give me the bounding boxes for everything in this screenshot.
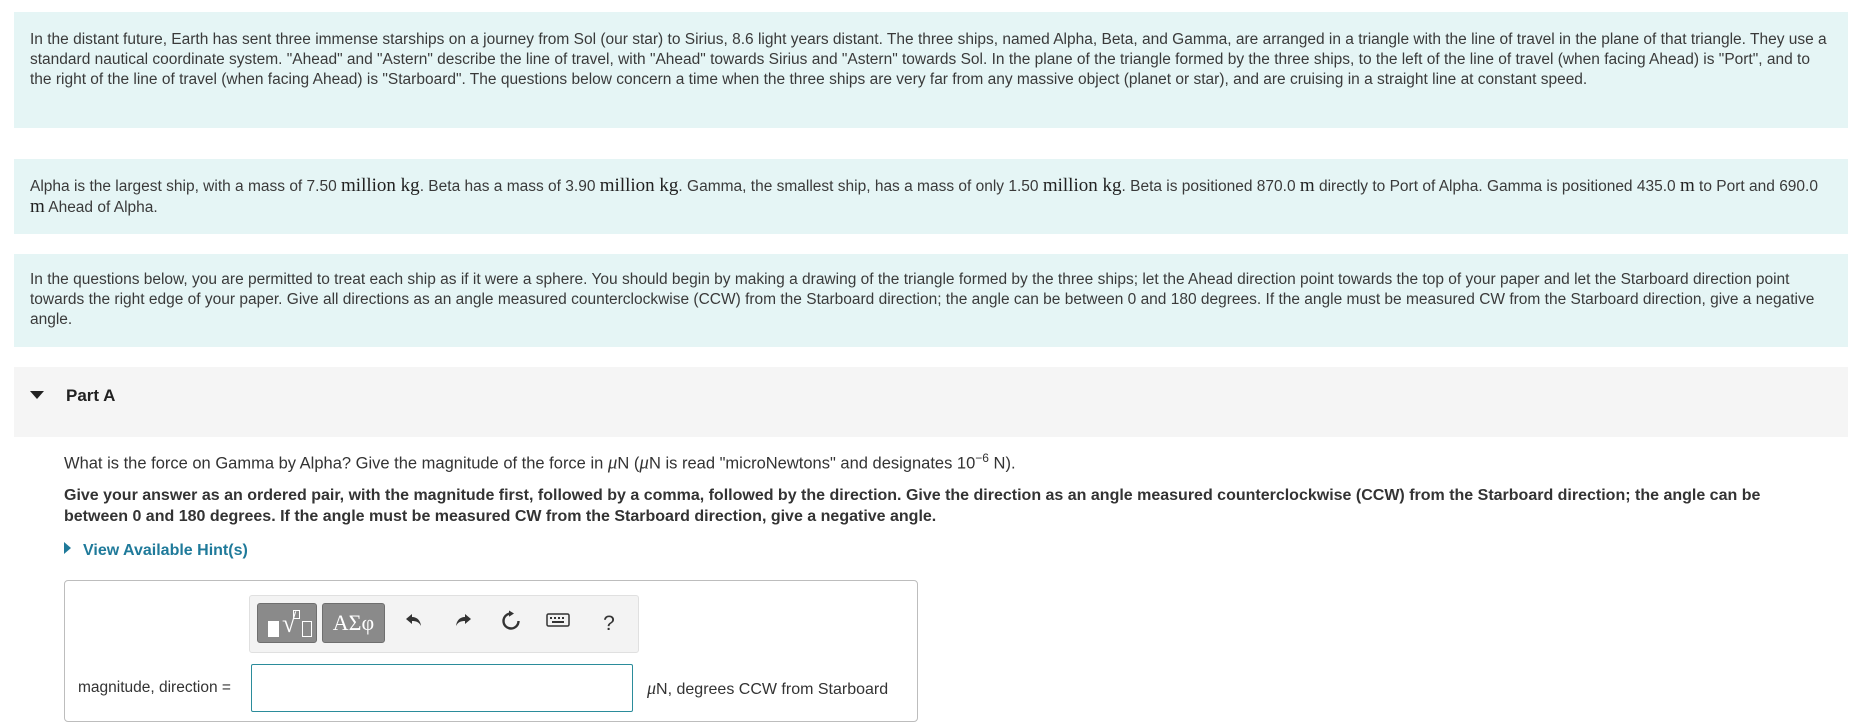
unit-m-gamma-ahead: m [30,196,45,217]
template-square-icon [268,621,279,637]
answer-input[interactable] [251,664,633,712]
ships-text-2: . Beta has a mass of 3.90 [419,178,600,195]
view-hints-link[interactable] [64,542,248,560]
template-box-icon [302,621,312,637]
redo-icon[interactable] [449,610,477,638]
ships-text-1: Alpha is the largest ship, with a mass of 7.50 [30,178,342,195]
answer-box [64,580,918,722]
instructions-panel [14,254,1848,347]
units-text: N, degrees CCW from Starboard [656,681,889,698]
greek-symbols-button[interactable]: ΑΣφ [322,603,385,643]
unit-m-gamma-port: m [1679,175,1695,196]
question-post: N). [988,454,1016,473]
question-text [64,451,1016,475]
reset-icon[interactable] [497,610,525,638]
answer-instructions: Give your answer as an ordered pair, with the magnitude first, followed by a comma, followed by the direction. Give the direction as an angle measured counterclockwise (CCW) from the Starboard direction; the angle can be between 0 and 180 degrees. If the angle must be measured CW from the Starboard direction, give a negative angle. [64,487,1761,525]
answer-units [647,678,888,699]
keyboard-icon[interactable] [544,610,572,638]
unit-mass-beta: million kg [599,175,679,196]
part-label: Part A [66,386,116,405]
ships-text-6: to Port and 690.0 [1694,178,1818,195]
ships-panel [14,159,1848,234]
question-mid2: N is read "microNewtons" and designates 10 [648,454,976,473]
mu-symbol: μ [607,452,618,474]
question-pre: What is the force on Gamma by Alpha? Give the magnitude of the force in [64,454,608,473]
ships-text [30,176,1832,218]
ships-text-4: . Beta is positioned 870.0 [1121,178,1300,195]
units-mu-symbol: μ [647,678,657,698]
expand-triangle-icon [64,542,71,554]
undo-icon[interactable] [400,610,428,638]
part-a-header[interactable] [14,367,1848,437]
intro-text: In the distant future, Earth has sent three immense starships on a journey from Sol (our star) to Sirius, 8.6 light years distant. The three ships, named Alpha, Beta, and Gamma, are arranged in a triangle with the line of travel in the plane of that triangle. They use a standard nautical coordinate system. "Ahead" and "Astern" describe the line of travel, with "Ahead" towards Sirius and "Astern" towards Sol. In the plane of the triangle formed by the three ships, to the left of the line of travel (when facing Ahead) is "Port", and to the right of the line of travel (when facing Ahead) is "Starboard". The questions below concern a time when the three ships are very far from any massive object (planet or star), and are cruising in a straight line at constant speed. [30,31,1827,88]
question-mid1: N ( [617,454,640,473]
answer-field-label: magnitude, direction = [78,679,231,696]
templates-button[interactable] [257,603,317,643]
ships-text-7: Ahead of Alpha. [44,199,158,216]
mu-symbol-2: μ [639,452,649,474]
collapse-triangle-icon[interactable] [30,391,44,399]
unit-mass-alpha: million kg [341,175,420,196]
radical-icon: √ [282,609,297,638]
intro-panel [14,12,1848,128]
ships-text-3: . Gamma, the smallest ship, has a mass of only 1.50 [678,178,1043,195]
help-button[interactable]: ? [603,612,615,635]
ships-text-5: directly to Port of Alpha. Gamma is positioned 435.0 [1314,178,1680,195]
instructions-text: In the questions below, you are permitted to treat each ship as if it were a sphere. You should begin by making a drawing of the triangle formed by the three ships; let the Ahead direction point towards the top of your paper and let the Starboard direction point towards the right edge of your paper. Give all directions as an angle measured counterclockwise (CCW) from the Starboard direction; the angle can be between 0 and 180 degrees. If the angle must be measured CW from the Starboard direction, give a negative angle. [30,271,1815,328]
exponent: −6 [975,451,989,465]
unit-m-beta: m [1299,175,1315,196]
hint-label: View Available Hint(s) [83,542,248,559]
unit-mass-gamma: million kg [1042,175,1122,196]
math-toolbar [249,595,639,653]
